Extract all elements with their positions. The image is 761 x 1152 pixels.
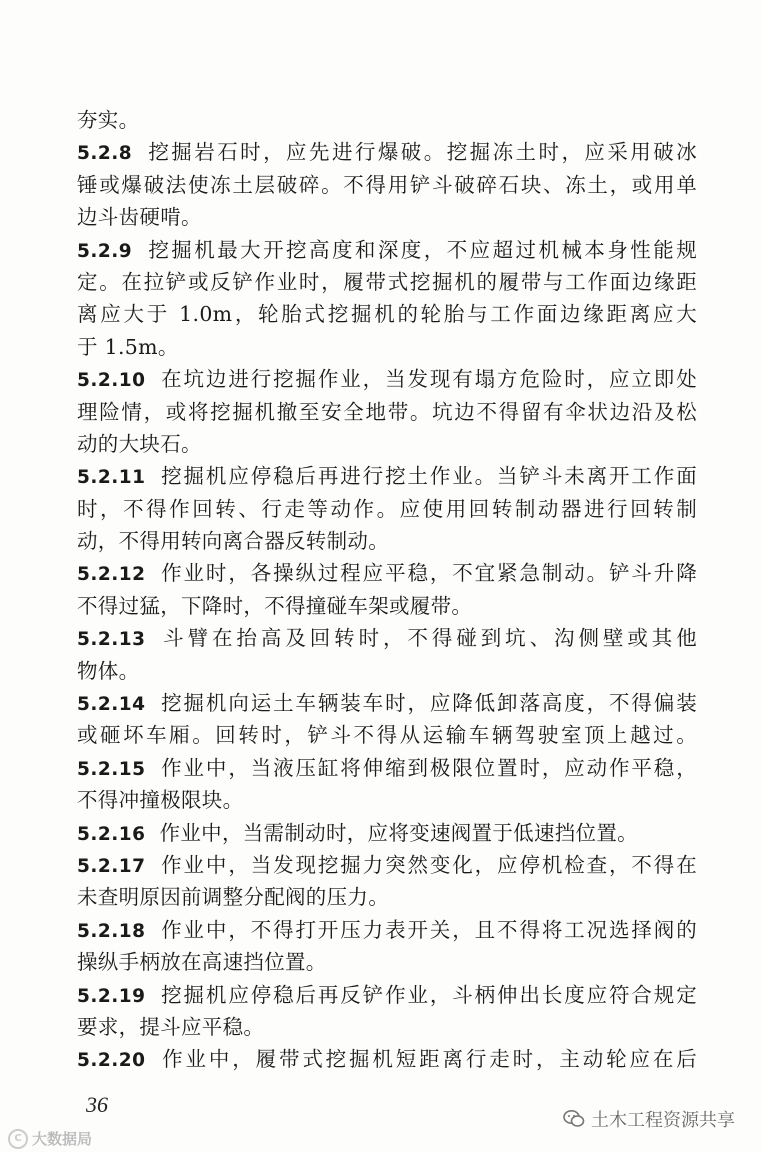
line-text: 作业中，当液压缸将伸缩到极限位置时，应动作平稳， <box>159 755 697 780</box>
line-text: 夯实。 <box>77 108 140 132</box>
text-line <box>77 169 697 201</box>
clause-line <box>77 136 697 168</box>
text-line <box>77 655 697 687</box>
clause-line <box>77 849 697 881</box>
line-text: 在坑边进行挖掘作业，当发现有塌方危险时，应立即处 <box>159 367 697 392</box>
clause-line <box>77 557 697 589</box>
line-text: 要求，提斗应平稳。 <box>77 1014 265 1039</box>
text-line <box>77 104 697 136</box>
clause-line <box>77 622 697 654</box>
body-text <box>77 104 697 1076</box>
line-text: 作业时，各操纵过程应平稳，不宜紧急制动。铲斗升降 <box>159 561 697 586</box>
text-line <box>77 1011 697 1043</box>
line-text: 时，不得作回转、行走等动作。应使用回转制动器进行回转制 <box>77 496 697 521</box>
watermark-left-text: 大数据局 <box>32 1130 93 1148</box>
line-text: 挖掘机应停稳后再反铲作业，斗柄伸出长度应符合规定 <box>159 982 697 1007</box>
text-line <box>77 590 697 622</box>
clause-number: 5.2.18 <box>77 920 146 942</box>
line-text: 于 1.5m。 <box>77 334 179 359</box>
line-text: 作业中，当需制动时，应将变速阀置于低速挡位置。 <box>159 820 638 845</box>
clause-line <box>77 752 697 784</box>
line-text: 挖掘机应停稳后再进行挖土作业。当铲斗未离开工作面 <box>159 464 697 489</box>
line-text: 或砸坏车厢。回转时，铲斗不得从运输车辆驾驶室顶上越过。 <box>77 723 697 748</box>
clause-line <box>77 234 697 266</box>
clause-line <box>77 687 697 719</box>
line-text: 操纵手柄放在高速挡位置。 <box>77 950 327 975</box>
line-text: 斗臂在抬高及回转时，不得碰到坑、沟侧壁或其他 <box>159 626 697 651</box>
text-line <box>77 784 697 816</box>
line-text: 锤或爆破法使冻土层破碎。不得用铲斗破碎石块、冻土，或用单 <box>77 172 697 197</box>
text-line <box>77 525 697 557</box>
clause-number: 5.2.17 <box>77 855 146 877</box>
line-text: 动的大块石。 <box>77 431 202 456</box>
watermark-left <box>8 1128 92 1149</box>
clause-number: 5.2.14 <box>77 694 146 716</box>
text-line <box>77 719 697 751</box>
page-number: 36 <box>86 1092 108 1117</box>
line-text: 未查明原因前调整分配阀的压力。 <box>77 885 389 910</box>
clause-number: 5.2.16 <box>77 823 146 845</box>
line-text: 不得过猛，下降时，不得撞碰车架或履带。 <box>77 593 473 618</box>
clause-number: 5.2.15 <box>77 758 146 780</box>
line-text: 定。在拉铲或反铲作业时，履带式挖掘机的履带与工作面边缘距 <box>77 269 697 294</box>
line-text: 挖掘岩石时，应先进行爆破。挖掘冻土时，应采用破冰 <box>146 140 697 165</box>
clause-line <box>77 979 697 1011</box>
clause-number: 5.2.11 <box>77 467 146 489</box>
clause-number: 5.2.19 <box>77 985 146 1007</box>
line-text: 作业中，不得打开压力表开关，且不得将工况选择阀的 <box>159 917 697 942</box>
copyright-icon: C <box>8 1129 28 1149</box>
watermark-wechat <box>563 1106 735 1132</box>
clause-line <box>77 914 697 946</box>
line-text: 挖掘机向运土车辆装车时，应降低卸落高度，不得偏装 <box>159 691 697 716</box>
line-text: 离应大于 1.0m，轮胎式挖掘机的轮胎与工作面边缘距离应大 <box>77 302 697 327</box>
line-text: 不得冲撞极限块。 <box>77 788 244 813</box>
clause-line <box>77 363 697 395</box>
line-text: 作业中，履带式挖掘机短距离行走时，主动轮应在后 <box>159 1047 697 1072</box>
wechat-icon <box>563 1108 585 1130</box>
clause-number: 5.2.12 <box>77 564 146 586</box>
text-line <box>77 428 697 460</box>
clause-line <box>77 1043 697 1075</box>
line-text: 挖掘机最大开挖高度和深度，不应超过机械本身性能规 <box>146 237 697 262</box>
text-line <box>77 201 697 233</box>
text-line <box>77 266 697 298</box>
text-line <box>77 298 697 330</box>
clause-number: 5.2.13 <box>77 629 146 651</box>
clause-number: 5.2.8 <box>77 143 133 165</box>
clause-line <box>77 460 697 492</box>
line-text: 理险情，或将挖掘机撤至安全地带。坑边不得留有伞状边沿及松 <box>77 399 697 424</box>
line-text: 作业中，当发现挖掘力突然变化，应停机检查，不得在 <box>159 852 697 877</box>
text-line <box>77 396 697 428</box>
text-line <box>77 331 697 363</box>
line-text: 物体。 <box>77 658 140 683</box>
clause-number: 5.2.20 <box>77 1050 146 1072</box>
text-line <box>77 881 697 913</box>
clause-line <box>77 817 697 849</box>
clause-number: 5.2.10 <box>77 370 146 392</box>
clause-number: 5.2.9 <box>77 240 133 262</box>
line-text: 边斗齿硬啃。 <box>77 205 202 230</box>
line-text: 动，不得用转向离合器反转制动。 <box>77 529 389 554</box>
watermark-right-text: 土木工程资源共享 <box>591 1110 735 1131</box>
text-line <box>77 946 697 978</box>
text-line <box>77 493 697 525</box>
